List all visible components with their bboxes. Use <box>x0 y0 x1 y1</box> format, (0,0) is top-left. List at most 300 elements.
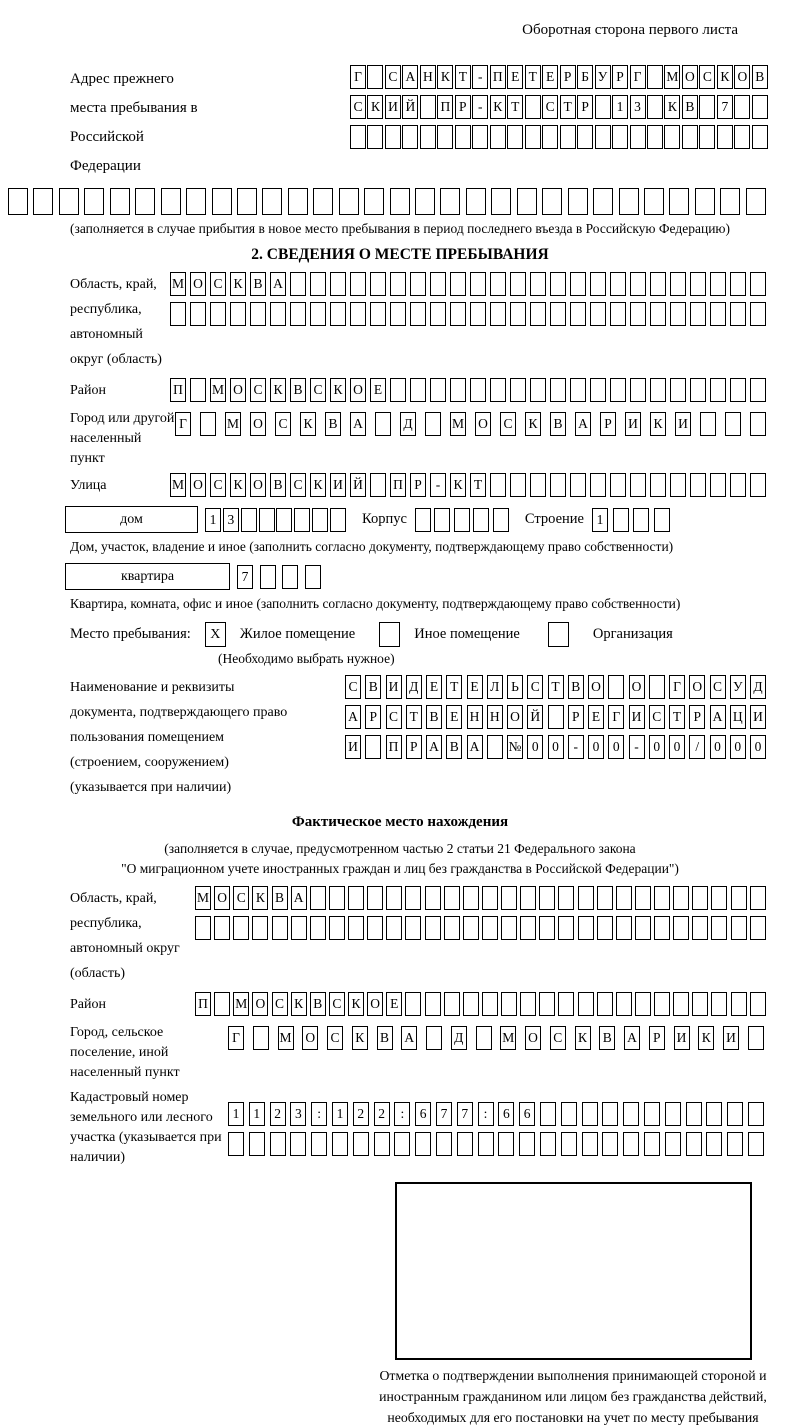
char-cell[interactable] <box>190 302 206 326</box>
char-cell[interactable]: К <box>450 473 466 497</box>
char-cell[interactable] <box>630 302 646 326</box>
char-cell[interactable] <box>539 992 555 1016</box>
char-cell[interactable]: Д <box>451 1026 467 1050</box>
char-cell[interactable]: Р <box>365 705 381 729</box>
char-cell[interactable] <box>437 125 453 149</box>
char-cell[interactable] <box>312 508 328 532</box>
char-cell[interactable] <box>367 125 383 149</box>
char-cell[interactable]: 6 <box>519 1102 535 1126</box>
char-cell[interactable] <box>330 272 346 296</box>
char-cell[interactable]: С <box>710 675 726 699</box>
char-cell[interactable] <box>305 565 321 589</box>
char-cell[interactable]: С <box>350 95 366 119</box>
char-cell[interactable] <box>649 675 665 699</box>
char-cell[interactable]: С <box>542 95 558 119</box>
char-cell[interactable] <box>311 1132 327 1156</box>
char-cell[interactable]: Р <box>612 65 628 89</box>
char-cell[interactable] <box>195 916 211 940</box>
char-cell[interactable]: В <box>272 886 288 910</box>
char-cell[interactable] <box>654 992 670 1016</box>
char-cell[interactable]: Р <box>455 95 471 119</box>
char-cell[interactable]: О <box>588 675 604 699</box>
char-cell[interactable] <box>710 272 726 296</box>
char-cell[interactable] <box>8 188 28 215</box>
char-cell[interactable]: О <box>475 412 491 436</box>
char-cell[interactable]: К <box>348 992 364 1016</box>
char-cell[interactable] <box>752 125 768 149</box>
char-cell[interactable] <box>410 272 426 296</box>
char-cell[interactable]: 0 <box>588 735 604 759</box>
char-cell[interactable] <box>190 378 206 402</box>
char-cell[interactable] <box>386 916 402 940</box>
char-cell[interactable] <box>720 188 740 215</box>
char-cell[interactable] <box>686 1102 702 1126</box>
char-cell[interactable]: : <box>311 1102 327 1126</box>
char-cell[interactable] <box>734 95 750 119</box>
char-cell[interactable]: А <box>345 705 361 729</box>
char-cell[interactable] <box>350 125 366 149</box>
char-cell[interactable] <box>520 886 536 910</box>
char-cell[interactable]: Е <box>467 675 483 699</box>
char-cell[interactable] <box>214 992 230 1016</box>
char-cell[interactable]: О <box>629 675 645 699</box>
char-cell[interactable] <box>470 378 486 402</box>
char-cell[interactable]: С <box>327 1026 343 1050</box>
char-cell[interactable] <box>491 188 511 215</box>
char-cell[interactable]: Г <box>228 1026 244 1050</box>
char-cell[interactable]: М <box>210 378 226 402</box>
char-cell[interactable] <box>364 188 384 215</box>
char-cell[interactable]: К <box>664 95 680 119</box>
char-cell[interactable]: Т <box>548 675 564 699</box>
char-cell[interactable]: К <box>525 412 541 436</box>
char-cell[interactable] <box>730 302 746 326</box>
char-cell[interactable] <box>635 916 651 940</box>
char-cell[interactable]: С <box>329 992 345 1016</box>
char-cell[interactable] <box>294 508 310 532</box>
char-cell[interactable]: С <box>500 412 516 436</box>
char-cell[interactable]: С <box>345 675 361 699</box>
char-cell[interactable]: К <box>490 95 506 119</box>
char-cell[interactable] <box>370 473 386 497</box>
char-cell[interactable] <box>623 1132 639 1156</box>
char-cell[interactable]: : <box>478 1102 494 1126</box>
char-cell[interactable] <box>539 916 555 940</box>
char-cell[interactable] <box>731 992 747 1016</box>
char-cell[interactable] <box>635 992 651 1016</box>
char-cell[interactable]: Й <box>350 473 366 497</box>
char-cell[interactable] <box>597 992 613 1016</box>
char-cell[interactable] <box>665 1132 681 1156</box>
char-cell[interactable] <box>710 378 726 402</box>
char-cell[interactable] <box>590 473 606 497</box>
char-cell[interactable] <box>310 302 326 326</box>
char-cell[interactable] <box>670 378 686 402</box>
stay-type-checkbox-other[interactable] <box>379 622 400 647</box>
char-cell[interactable]: И <box>386 675 402 699</box>
char-cell[interactable] <box>313 188 333 215</box>
char-cell[interactable] <box>610 473 626 497</box>
char-cell[interactable]: С <box>310 378 326 402</box>
char-cell[interactable] <box>330 302 346 326</box>
char-cell[interactable] <box>540 1132 556 1156</box>
char-cell[interactable]: А <box>710 705 726 729</box>
char-cell[interactable] <box>444 992 460 1016</box>
char-cell[interactable]: О <box>682 65 698 89</box>
char-cell[interactable] <box>463 916 479 940</box>
char-cell[interactable] <box>517 188 537 215</box>
char-cell[interactable] <box>717 125 733 149</box>
char-cell[interactable]: И <box>750 705 766 729</box>
char-cell[interactable]: 7 <box>436 1102 452 1126</box>
char-cell[interactable] <box>290 302 306 326</box>
char-cell[interactable]: К <box>310 473 326 497</box>
char-cell[interactable]: В <box>325 412 341 436</box>
char-cell[interactable] <box>282 565 298 589</box>
char-cell[interactable]: И <box>385 95 401 119</box>
char-cell[interactable] <box>501 886 517 910</box>
char-cell[interactable] <box>669 188 689 215</box>
char-cell[interactable] <box>690 272 706 296</box>
char-cell[interactable] <box>230 302 246 326</box>
char-cell[interactable]: Р <box>568 705 584 729</box>
char-cell[interactable] <box>597 916 613 940</box>
char-cell[interactable] <box>490 473 506 497</box>
char-cell[interactable]: 0 <box>730 735 746 759</box>
char-cell[interactable]: К <box>230 473 246 497</box>
char-cell[interactable]: А <box>426 735 442 759</box>
char-cell[interactable]: А <box>270 272 286 296</box>
char-cell[interactable] <box>367 916 383 940</box>
char-cell[interactable]: В <box>550 412 566 436</box>
char-cell[interactable] <box>252 916 268 940</box>
char-cell[interactable] <box>711 886 727 910</box>
char-cell[interactable]: К <box>698 1026 714 1050</box>
char-cell[interactable]: В <box>446 735 462 759</box>
char-cell[interactable]: 2 <box>353 1102 369 1126</box>
char-cell[interactable] <box>482 916 498 940</box>
char-cell[interactable] <box>290 1132 306 1156</box>
char-cell[interactable] <box>510 272 526 296</box>
char-cell[interactable]: Т <box>507 95 523 119</box>
char-cell[interactable] <box>711 916 727 940</box>
char-cell[interactable] <box>550 473 566 497</box>
char-cell[interactable]: 1 <box>612 95 628 119</box>
char-cell[interactable] <box>425 886 441 910</box>
char-cell[interactable]: Г <box>669 675 685 699</box>
char-cell[interactable]: И <box>330 473 346 497</box>
char-cell[interactable] <box>730 378 746 402</box>
char-cell[interactable] <box>597 886 613 910</box>
char-cell[interactable] <box>670 272 686 296</box>
char-cell[interactable] <box>561 1102 577 1126</box>
char-cell[interactable] <box>350 302 366 326</box>
char-cell[interactable] <box>370 272 386 296</box>
char-cell[interactable] <box>501 992 517 1016</box>
char-cell[interactable]: 7 <box>717 95 733 119</box>
char-cell[interactable] <box>490 125 506 149</box>
char-cell[interactable] <box>558 886 574 910</box>
char-cell[interactable] <box>350 272 366 296</box>
char-cell[interactable]: М <box>195 886 211 910</box>
char-cell[interactable]: В <box>290 378 306 402</box>
char-cell[interactable]: В <box>682 95 698 119</box>
char-cell[interactable]: В <box>270 473 286 497</box>
char-cell[interactable] <box>385 125 401 149</box>
char-cell[interactable] <box>727 1132 743 1156</box>
char-cell[interactable]: 7 <box>237 565 253 589</box>
char-cell[interactable] <box>752 95 768 119</box>
char-cell[interactable] <box>270 1132 286 1156</box>
char-cell[interactable] <box>260 565 276 589</box>
char-cell[interactable] <box>444 916 460 940</box>
char-cell[interactable]: К <box>575 1026 591 1050</box>
char-cell[interactable]: П <box>170 378 186 402</box>
char-cell[interactable]: Б <box>577 65 593 89</box>
char-cell[interactable] <box>249 1132 265 1156</box>
char-cell[interactable] <box>568 188 588 215</box>
char-cell[interactable]: И <box>629 705 645 729</box>
char-cell[interactable] <box>466 188 486 215</box>
char-cell[interactable]: А <box>624 1026 640 1050</box>
char-cell[interactable]: Р <box>649 1026 665 1050</box>
char-cell[interactable] <box>727 1102 743 1126</box>
char-cell[interactable] <box>510 473 526 497</box>
stay-type-checkbox-organization[interactable] <box>548 622 569 647</box>
char-cell[interactable] <box>647 125 663 149</box>
char-cell[interactable]: Е <box>386 992 402 1016</box>
char-cell[interactable] <box>710 473 726 497</box>
char-cell[interactable] <box>450 378 466 402</box>
char-cell[interactable]: Т <box>560 95 576 119</box>
char-cell[interactable] <box>664 125 680 149</box>
char-cell[interactable]: О <box>734 65 750 89</box>
char-cell[interactable]: О <box>302 1026 318 1050</box>
char-cell[interactable]: О <box>214 886 230 910</box>
char-cell[interactable] <box>186 188 206 215</box>
char-cell[interactable]: Г <box>350 65 366 89</box>
char-cell[interactable] <box>348 916 364 940</box>
char-cell[interactable] <box>750 886 766 910</box>
char-cell[interactable] <box>490 272 506 296</box>
char-cell[interactable]: Л <box>487 675 503 699</box>
char-cell[interactable] <box>610 302 626 326</box>
char-cell[interactable]: О <box>190 272 206 296</box>
char-cell[interactable]: П <box>437 95 453 119</box>
char-cell[interactable]: В <box>599 1026 615 1050</box>
char-cell[interactable] <box>270 302 286 326</box>
char-cell[interactable] <box>692 992 708 1016</box>
char-cell[interactable]: К <box>650 412 666 436</box>
char-cell[interactable] <box>633 508 649 532</box>
char-cell[interactable] <box>539 886 555 910</box>
char-cell[interactable]: К <box>300 412 316 436</box>
char-cell[interactable] <box>750 916 766 940</box>
char-cell[interactable]: К <box>367 95 383 119</box>
char-cell[interactable] <box>530 378 546 402</box>
char-cell[interactable] <box>699 95 715 119</box>
char-cell[interactable] <box>214 916 230 940</box>
char-cell[interactable]: В <box>752 65 768 89</box>
char-cell[interactable] <box>582 1132 598 1156</box>
char-cell[interactable]: В <box>365 675 381 699</box>
char-cell[interactable]: № <box>507 735 523 759</box>
char-cell[interactable]: 1 <box>592 508 608 532</box>
char-cell[interactable] <box>444 886 460 910</box>
char-cell[interactable]: : <box>394 1102 410 1126</box>
char-cell[interactable] <box>498 1132 514 1156</box>
char-cell[interactable]: 0 <box>548 735 564 759</box>
char-cell[interactable] <box>590 272 606 296</box>
char-cell[interactable] <box>530 473 546 497</box>
char-cell[interactable]: 1 <box>205 508 221 532</box>
char-cell[interactable]: Е <box>446 705 462 729</box>
char-cell[interactable] <box>365 735 381 759</box>
char-cell[interactable] <box>550 302 566 326</box>
char-cell[interactable] <box>595 125 611 149</box>
char-cell[interactable] <box>84 188 104 215</box>
char-cell[interactable] <box>673 886 689 910</box>
char-cell[interactable] <box>339 188 359 215</box>
char-cell[interactable] <box>241 508 257 532</box>
char-cell[interactable]: К <box>291 992 307 1016</box>
char-cell[interactable] <box>59 188 79 215</box>
char-cell[interactable] <box>161 188 181 215</box>
char-cell[interactable] <box>608 675 624 699</box>
char-cell[interactable] <box>390 378 406 402</box>
char-cell[interactable] <box>570 302 586 326</box>
char-cell[interactable]: 0 <box>669 735 685 759</box>
char-cell[interactable]: 1 <box>332 1102 348 1126</box>
char-cell[interactable] <box>612 125 628 149</box>
char-cell[interactable] <box>507 125 523 149</box>
char-cell[interactable]: 0 <box>608 735 624 759</box>
char-cell[interactable] <box>430 272 446 296</box>
char-cell[interactable] <box>730 272 746 296</box>
char-cell[interactable] <box>430 378 446 402</box>
char-cell[interactable]: С <box>272 992 288 1016</box>
char-cell[interactable] <box>353 1132 369 1156</box>
char-cell[interactable] <box>525 125 541 149</box>
char-cell[interactable] <box>561 1132 577 1156</box>
char-cell[interactable] <box>415 508 431 532</box>
char-cell[interactable] <box>700 412 716 436</box>
char-cell[interactable] <box>170 302 186 326</box>
char-cell[interactable] <box>570 378 586 402</box>
char-cell[interactable]: С <box>527 675 543 699</box>
char-cell[interactable] <box>644 1132 660 1156</box>
char-cell[interactable]: М <box>225 412 241 436</box>
char-cell[interactable] <box>530 302 546 326</box>
char-cell[interactable] <box>548 705 564 729</box>
char-cell[interactable]: Д <box>750 675 766 699</box>
char-cell[interactable]: О <box>250 412 266 436</box>
char-cell[interactable] <box>110 188 130 215</box>
char-cell[interactable]: А <box>467 735 483 759</box>
char-cell[interactable] <box>228 1132 244 1156</box>
char-cell[interactable]: М <box>233 992 249 1016</box>
char-cell[interactable] <box>540 1102 556 1126</box>
char-cell[interactable]: 1 <box>228 1102 244 1126</box>
char-cell[interactable] <box>233 916 249 940</box>
char-cell[interactable]: И <box>723 1026 739 1050</box>
char-cell[interactable] <box>730 473 746 497</box>
char-cell[interactable]: П <box>490 65 506 89</box>
char-cell[interactable]: С <box>233 886 249 910</box>
char-cell[interactable]: А <box>350 412 366 436</box>
char-cell[interactable] <box>644 188 664 215</box>
char-cell[interactable] <box>630 272 646 296</box>
char-cell[interactable] <box>654 886 670 910</box>
char-cell[interactable]: Д <box>400 412 416 436</box>
char-cell[interactable] <box>425 992 441 1016</box>
char-cell[interactable] <box>253 1026 269 1050</box>
char-cell[interactable]: К <box>437 65 453 89</box>
char-cell[interactable]: 1 <box>249 1102 265 1126</box>
char-cell[interactable]: П <box>195 992 211 1016</box>
char-cell[interactable] <box>276 508 292 532</box>
char-cell[interactable] <box>367 886 383 910</box>
char-cell[interactable]: М <box>170 473 186 497</box>
char-cell[interactable]: 6 <box>498 1102 514 1126</box>
char-cell[interactable]: О <box>190 473 206 497</box>
char-cell[interactable]: 6 <box>415 1102 431 1126</box>
char-cell[interactable] <box>436 1132 452 1156</box>
char-cell[interactable]: О <box>525 1026 541 1050</box>
char-cell[interactable] <box>390 272 406 296</box>
char-cell[interactable] <box>750 473 766 497</box>
char-cell[interactable]: 7 <box>457 1102 473 1126</box>
char-cell[interactable] <box>647 65 663 89</box>
char-cell[interactable]: Е <box>370 378 386 402</box>
char-cell[interactable] <box>630 125 646 149</box>
char-cell[interactable]: Е <box>426 675 442 699</box>
char-cell[interactable]: 3 <box>223 508 239 532</box>
char-cell[interactable] <box>288 188 308 215</box>
char-cell[interactable]: Е <box>542 65 558 89</box>
char-cell[interactable]: Р <box>406 735 422 759</box>
char-cell[interactable] <box>501 916 517 940</box>
char-cell[interactable]: М <box>450 412 466 436</box>
char-cell[interactable] <box>650 302 666 326</box>
char-cell[interactable] <box>748 1102 764 1126</box>
char-cell[interactable] <box>710 302 726 326</box>
char-cell[interactable] <box>750 272 766 296</box>
char-cell[interactable]: О <box>250 473 266 497</box>
char-cell[interactable] <box>630 473 646 497</box>
char-cell[interactable]: - <box>472 65 488 89</box>
char-cell[interactable] <box>616 886 632 910</box>
char-cell[interactable]: - <box>568 735 584 759</box>
char-cell[interactable]: М <box>170 272 186 296</box>
char-cell[interactable] <box>616 992 632 1016</box>
char-cell[interactable]: - <box>629 735 645 759</box>
char-cell[interactable]: И <box>674 1026 690 1050</box>
char-cell[interactable]: Р <box>689 705 705 729</box>
char-cell[interactable] <box>415 188 435 215</box>
char-cell[interactable] <box>490 378 506 402</box>
char-cell[interactable]: О <box>367 992 383 1016</box>
char-cell[interactable]: Т <box>669 705 685 729</box>
char-cell[interactable] <box>510 378 526 402</box>
char-cell[interactable] <box>200 412 216 436</box>
char-cell[interactable]: С <box>385 65 401 89</box>
char-cell[interactable]: Д <box>406 675 422 699</box>
char-cell[interactable] <box>692 886 708 910</box>
char-cell[interactable] <box>329 886 345 910</box>
char-cell[interactable]: О <box>689 675 705 699</box>
char-cell[interactable]: 0 <box>527 735 543 759</box>
